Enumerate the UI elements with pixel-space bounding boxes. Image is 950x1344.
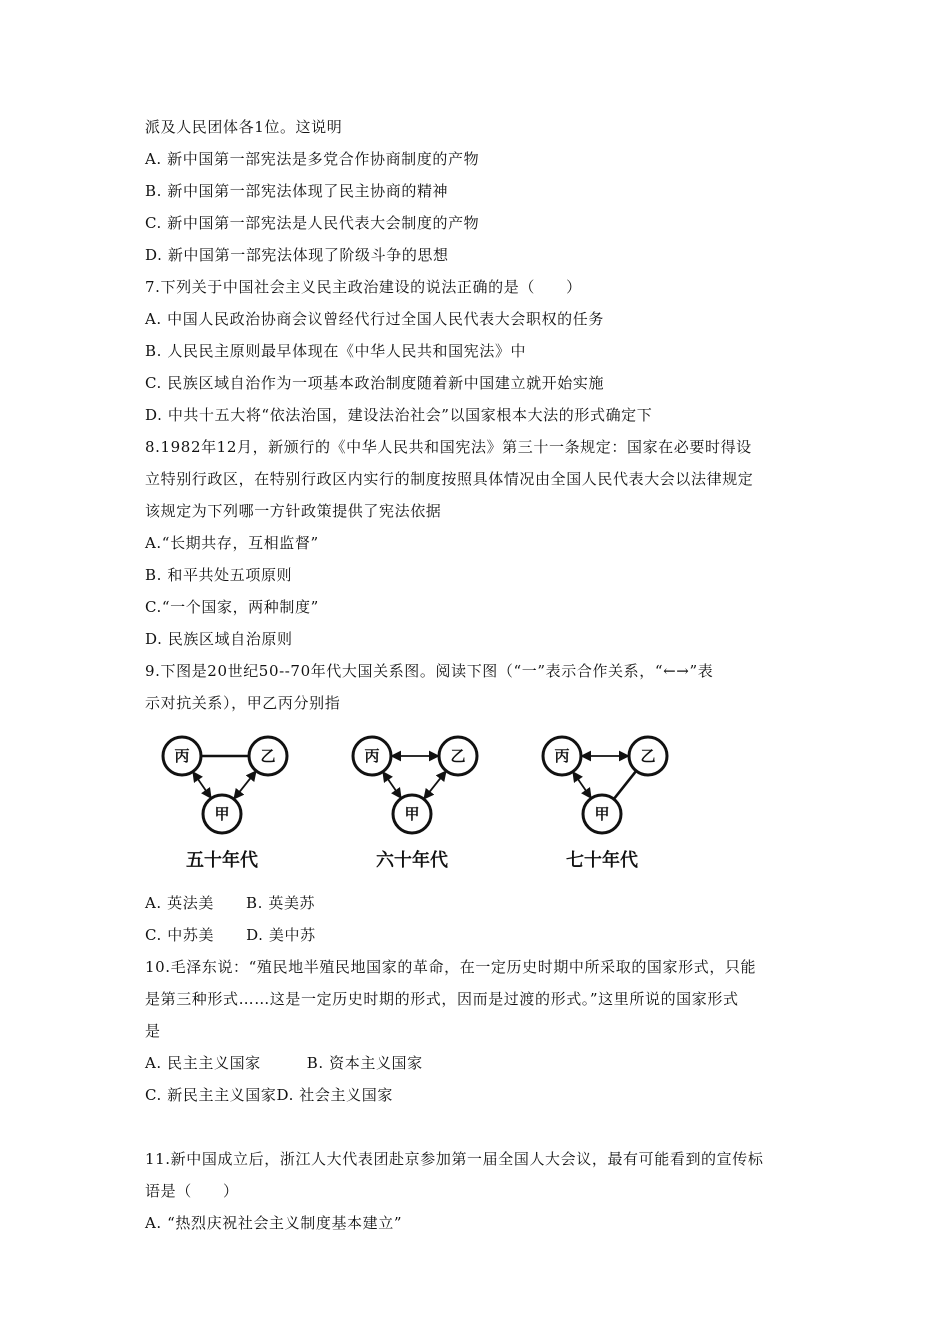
q7-option-c: C. 民族区域自治作为一项基本政治制度随着新中国建立就开始实施 [145, 374, 605, 392]
q9-stem-line1: 9.下图是20世纪50--70年代大国关系图。阅读下图（“一”表示合作关系，“←→”表 [145, 662, 714, 680]
node-label-yi: 乙 [640, 747, 656, 765]
q9-option-d: D. 美中苏 [246, 926, 316, 944]
q8-option-c: C.“一个国家，两种制度” [145, 598, 319, 616]
node-jia [583, 795, 621, 833]
relation-yi-jia-confrontation [234, 772, 255, 799]
q8-option-d: D. 民族区域自治原则 [145, 630, 293, 648]
node-yi [629, 737, 667, 775]
q8-stem-line1: 8.1982年12月，新颁行的《中华人民共和国宪法》第三十一条规定：国家在必要时得设 [145, 438, 752, 456]
q9-option-c: C. 中苏美 [145, 926, 215, 944]
node-yi [439, 737, 477, 775]
diagram-caption: 七十年代 [566, 850, 638, 871]
diagram-caption: 五十年代 [186, 850, 258, 871]
node-yi [249, 737, 287, 775]
q7-option-d: D. 中共十五大将“依法治国，建设法治社会”以国家根本大法的形式确定下 [145, 406, 653, 424]
relation-yi-jia-cooperation [614, 772, 635, 799]
relation-yi-jia-confrontation [424, 772, 445, 799]
q11-stem-line1: 11.新中国成立后，浙江人大代表团赴京参加第一届全国人大会议，最有可能看到的宣传标 [145, 1150, 764, 1168]
q10-option-c: C. 新民主主义国家 [145, 1086, 277, 1104]
q7-option-a: A. 中国人民政治协商会议曾经代行过全国人民代表大会职权的任务 [145, 310, 604, 328]
q9-option-b: B. 英美苏 [245, 894, 316, 912]
q6-option-a: A. 新中国第一部宪法是多党合作协商制度的产物 [145, 150, 480, 168]
q11-stem-line2: 语是（ ） [145, 1182, 239, 1200]
q8-option-a: A.“长期共存，互相监督” [145, 534, 319, 552]
diagram-caption: 六十年代 [376, 850, 448, 871]
relation-diagrams [140, 728, 700, 878]
q10-option-a: A. 民主主义国家 [145, 1054, 261, 1072]
node-label-bing: 丙 [364, 747, 380, 765]
q10-stem-line2: 是第三种形式……这是一定历史时期的形式，因而是过渡的形式。”这里所说的国家形式 [145, 990, 739, 1008]
q10-options-row1 [145, 1053, 423, 1073]
diagram-1960s [330, 728, 500, 878]
node-label-yi: 乙 [450, 747, 466, 765]
node-label-yi: 乙 [260, 747, 276, 765]
node-bing [543, 737, 581, 775]
q6-stem-tail: 派及人民团体各1位。这说明 [145, 118, 343, 136]
node-label-jia: 甲 [404, 805, 420, 823]
node-bing [163, 737, 201, 775]
q10-option-d: D. 社会主义国家 [276, 1086, 393, 1104]
q10-stem-line1: 10.毛泽东说：“殖民地半殖民地国家的革命，在一定历史时期中所采取的国家形式，只能 [145, 958, 757, 976]
q6-option-d: D. 新中国第一部宪法体现了阶级斗争的思想 [145, 246, 449, 264]
q6-option-c: C. 新中国第一部宪法是人民代表大会制度的产物 [145, 214, 480, 232]
node-jia [203, 795, 241, 833]
q9-stem-line2: 示对抗关系），甲乙丙分别指 [145, 694, 341, 712]
relation-bing-jia-confrontation [573, 772, 590, 797]
q9-options-row2 [145, 925, 316, 945]
node-label-bing: 丙 [554, 747, 570, 765]
q10-option-b: B. 资本主义国家 [306, 1054, 423, 1072]
diagram-1970s [520, 728, 690, 878]
q7-stem: 7.下列关于中国社会主义民主政治建设的说法正确的是（ ） [145, 278, 582, 296]
q8-stem-line3: 该规定为下列哪一方针政策提供了宪法依据 [145, 502, 442, 520]
node-bing [353, 737, 391, 775]
q11-option-a: A. “热烈庆祝社会主义制度基本建立” [145, 1214, 403, 1232]
q7-option-b: B. 人民民主原则最早体现在《中华人民共和国宪法》中 [145, 342, 527, 360]
node-jia [393, 795, 431, 833]
diagram-1950s [140, 728, 310, 878]
node-label-bing: 丙 [174, 747, 190, 765]
relation-bing-jia-confrontation [193, 772, 210, 797]
q8-stem-line2: 立特别行政区，在特别行政区内实行的制度按照具体情况由全国人民代表大会以法律规定 [145, 470, 754, 488]
relation-bing-jia-confrontation [383, 772, 400, 797]
node-label-jia: 甲 [214, 805, 230, 823]
node-label-jia: 甲 [594, 805, 610, 823]
q9-option-a: A. 英法美 [145, 894, 214, 912]
q10-stem-line3: 是 [145, 1022, 161, 1040]
q8-option-b: B. 和平共处五项原则 [145, 566, 293, 584]
q6-option-b: B. 新中国第一部宪法体现了民主协商的精神 [145, 182, 449, 200]
q10-options-row2 [145, 1085, 393, 1105]
q9-options-row1 [145, 893, 315, 913]
